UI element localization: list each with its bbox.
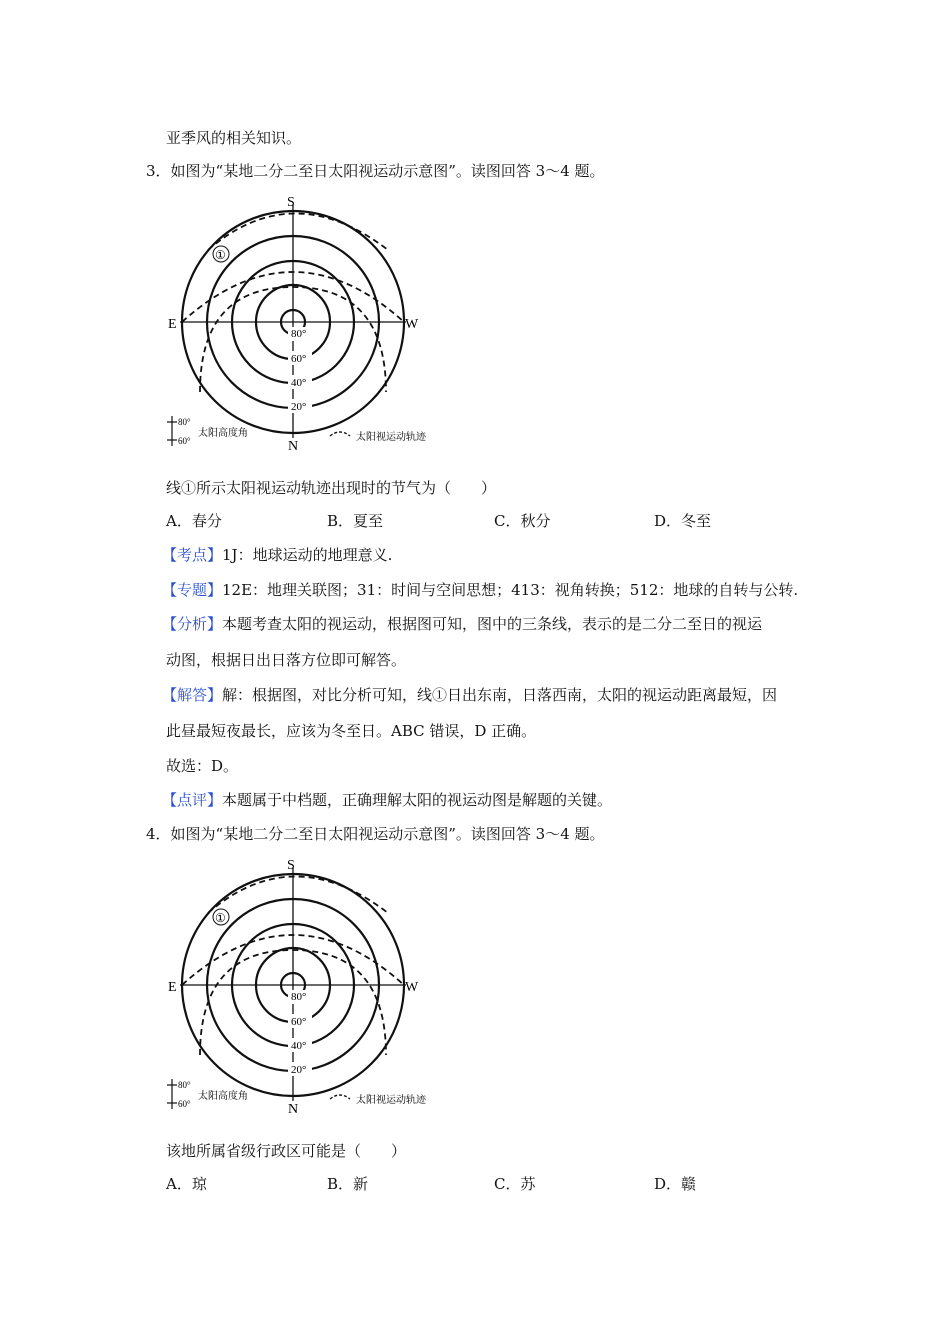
intro-tail: 亚季风的相关知识。 <box>166 129 302 147</box>
legend-track-label: 太阳视运动轨迹 <box>356 432 426 443</box>
q4-sun-path-diagram <box>160 855 450 1121</box>
ring-label-80: 80° <box>291 328 307 340</box>
legend-alt-top: 80° <box>178 1080 191 1090</box>
ring-label-60: 60° <box>291 1016 307 1028</box>
zhuanti-tag: 【专题】 <box>162 581 223 599</box>
fenxi-text-1: 本题考查太阳的视运动，根据图可知，图中的三条线，表示的是二分二至日的视运 <box>222 615 763 633</box>
q3-option-b: B．夏至 <box>327 512 384 530</box>
fenxi-tag: 【分析】 <box>162 615 223 633</box>
label-n: N <box>288 1102 299 1117</box>
q4-option-a: A．琼 <box>166 1175 207 1193</box>
ring-label-80: 80° <box>291 991 307 1003</box>
label-w: W <box>405 980 419 995</box>
q3-jieda-2: 此昼最短夜最长，应该为冬至日。ABC 错误，D 正确。 <box>166 722 537 740</box>
q3-dianping <box>162 790 612 810</box>
q3-jieda-1 <box>162 685 777 705</box>
jieda-tag: 【解答】 <box>162 686 223 704</box>
label-s: S <box>287 858 295 873</box>
q3-fenxi-2: 动图，根据日出日落方位即可解答。 <box>166 651 407 669</box>
legend-alt-bottom: 60° <box>178 436 191 446</box>
label-w: W <box>405 317 419 332</box>
legend-alt-label: 太阳高度角 <box>198 1091 248 1102</box>
q3-zhuanti <box>162 580 798 600</box>
track-marker: ① <box>215 248 226 262</box>
q3-option-a: A．春分 <box>166 512 222 530</box>
q3-kaodian <box>162 545 392 565</box>
jieda-text-1: 解：根据图，对比分析可知，线①日出东南，日落西南，太阳的视运动距离最短，因 <box>222 686 778 704</box>
q4-option-b: B．新 <box>327 1175 369 1193</box>
q4-question: 该地所属省级行政区可能是（ ） <box>166 1142 407 1160</box>
q3-option-d: D．冬至 <box>654 512 712 530</box>
kaodian-tag: 【考点】 <box>162 546 223 564</box>
label-e: E <box>168 980 177 995</box>
label-e: E <box>168 317 177 332</box>
ring-label-40: 40° <box>291 1040 307 1052</box>
q3-answer: 故选：D。 <box>166 757 239 775</box>
legend-alt-label: 太阳高度角 <box>198 428 248 439</box>
q3-question: 线①所示太阳视运动轨迹出现时的节气为（ ） <box>166 479 497 497</box>
ring-label-20: 20° <box>291 1064 307 1076</box>
dianping-text: 本题属于中档题，正确理解太阳的视运动图是解题的关键。 <box>222 791 613 809</box>
q4-option-d: D．赣 <box>654 1175 697 1193</box>
q3-option-c: C．秋分 <box>494 512 551 530</box>
q3-stem: 3．如图为“某地二分二至日太阳视运动示意图”。读图回答 3～4 题。 <box>146 162 605 180</box>
q4-option-c: C．苏 <box>494 1175 536 1193</box>
legend-alt-bottom: 60° <box>178 1099 191 1109</box>
q3-fenxi-1 <box>162 614 762 634</box>
dianping-tag: 【点评】 <box>162 791 223 809</box>
q3-sun-path-diagram <box>160 192 450 458</box>
ring-label-20: 20° <box>291 401 307 413</box>
q4-diagram-svg <box>160 855 450 1117</box>
label-n: N <box>288 439 299 454</box>
ring-label-60: 60° <box>291 353 307 365</box>
label-s: S <box>287 195 295 210</box>
kaodian-text: 1J：地球运动的地理意义. <box>222 546 393 564</box>
track-1-winter <box>208 214 388 251</box>
q4-stem: 4．如图为“某地二分二至日太阳视运动示意图”。读图回答 3～4 题。 <box>146 825 605 843</box>
zhuanti-text: 12E：地理关联图；31：时间与空间思想；413：视角转换；512：地球的自转与公转. <box>222 581 799 599</box>
q3-diagram-svg <box>160 192 450 454</box>
track-marker: ① <box>215 911 226 925</box>
track-1-winter <box>208 877 388 914</box>
ring-label-40: 40° <box>291 377 307 389</box>
legend-track-label: 太阳视运动轨迹 <box>356 1095 426 1106</box>
legend-alt-top: 80° <box>178 417 191 427</box>
